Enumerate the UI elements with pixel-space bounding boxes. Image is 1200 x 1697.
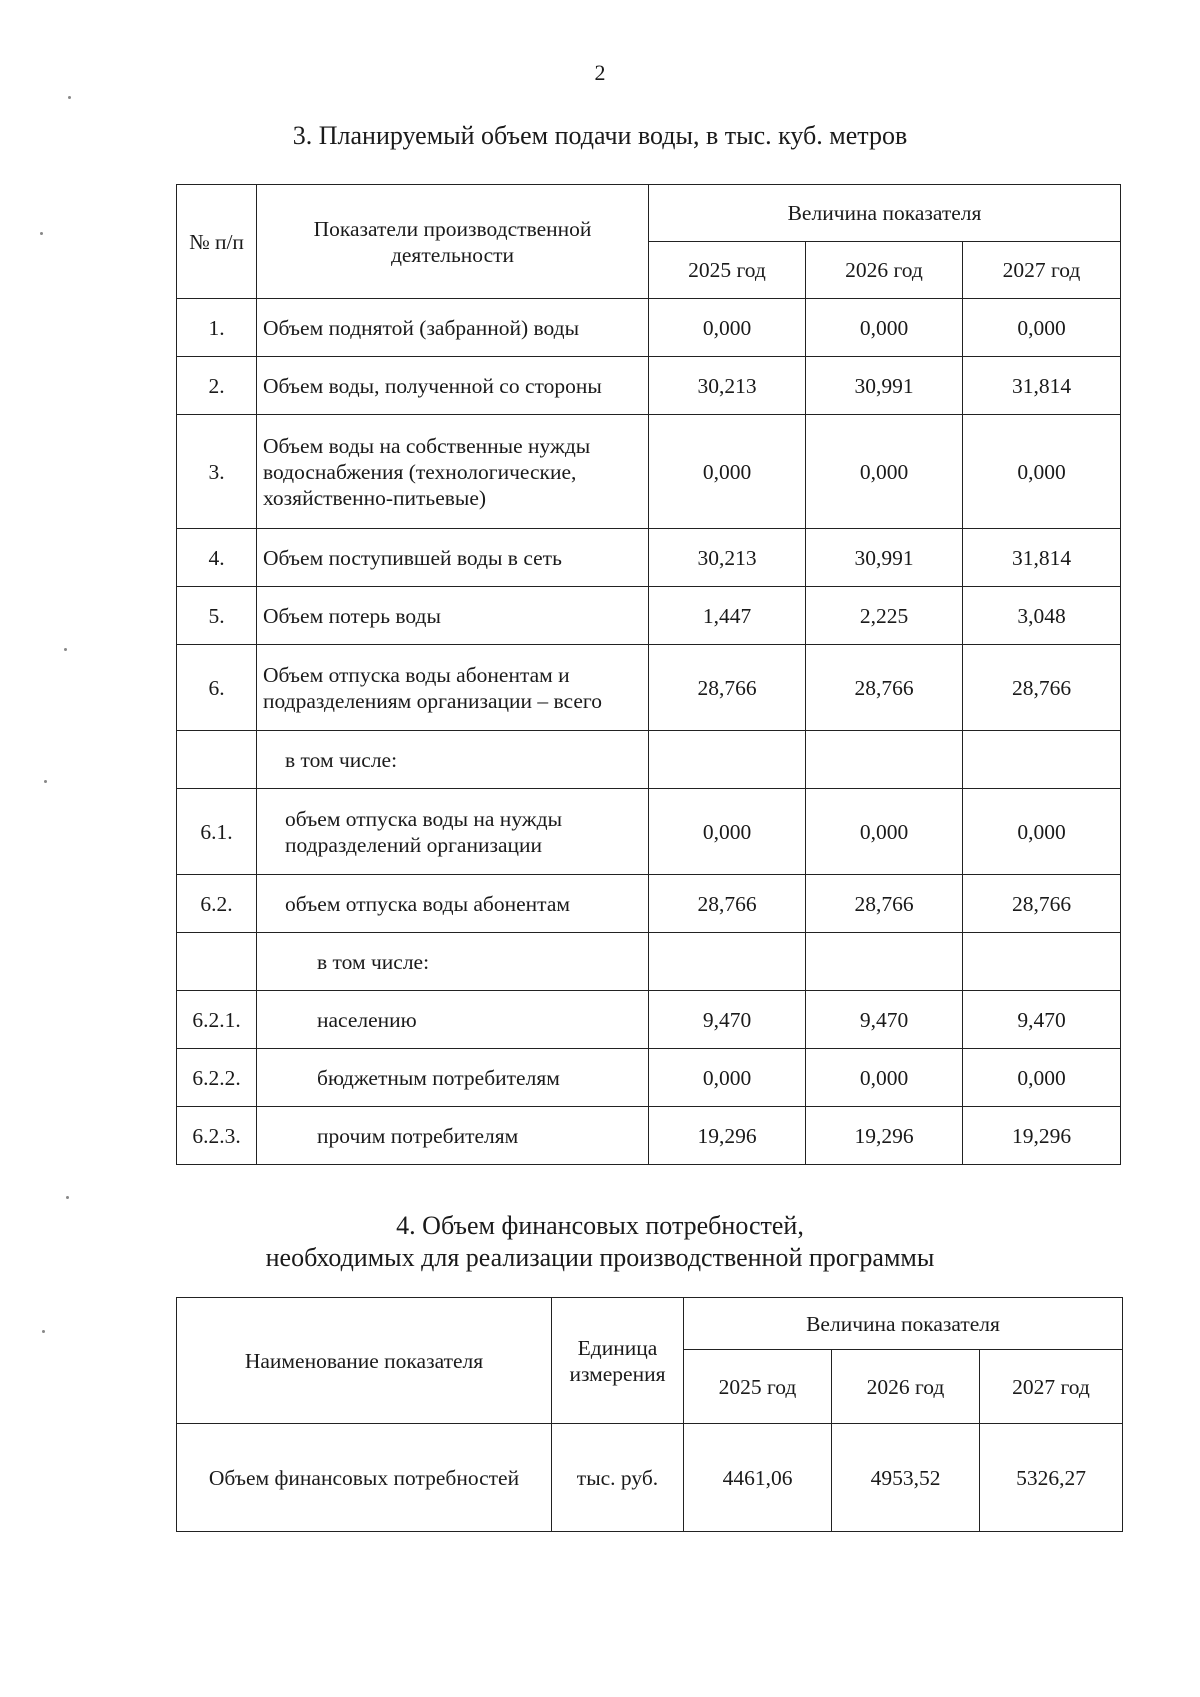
row-value-2027: 0,000	[963, 1049, 1121, 1107]
row-value-2025: 9,470	[649, 991, 806, 1049]
table-row	[177, 991, 1121, 1049]
table-row	[177, 587, 1121, 645]
table-row	[177, 1424, 1123, 1532]
table-row	[177, 789, 1121, 875]
row-value-2027	[963, 731, 1121, 789]
table-row	[177, 415, 1121, 529]
scan-speck	[42, 1330, 45, 1333]
row-label: Объем отпуска воды абонентам и подразделениям организации – всего	[257, 645, 649, 731]
row-value-2026	[806, 731, 963, 789]
row-label: Объем финансовых потребностей	[177, 1424, 552, 1532]
row-value-2026: 28,766	[806, 875, 963, 933]
table-row	[177, 1107, 1121, 1165]
scan-speck	[40, 232, 43, 235]
section-3-title: 3. Планируемый объем подачи воды, в тыс. куб. метров	[292, 121, 908, 150]
row-value-2025: 28,766	[649, 645, 806, 731]
row-number: 4.	[177, 529, 257, 587]
column-header-year: 2026 год	[832, 1350, 980, 1424]
row-value-2026: 30,991	[806, 357, 963, 415]
table-header-row	[177, 185, 1121, 242]
column-header-name: Наименование показателя	[177, 1298, 552, 1424]
row-number: 6.1.	[177, 789, 257, 875]
row-value-2027: 28,766	[963, 875, 1121, 933]
row-value-2026: 9,470	[806, 991, 963, 1049]
row-value-2027: 9,470	[963, 991, 1121, 1049]
row-number: 1.	[177, 299, 257, 357]
row-value-2026: 19,296	[806, 1107, 963, 1165]
row-value-2027: 0,000	[963, 789, 1121, 875]
row-value-2026: 4953,52	[832, 1424, 980, 1532]
column-header-value-group: Величина показателя	[684, 1298, 1123, 1350]
scan-speck	[64, 648, 67, 651]
row-value-2025: 0,000	[649, 789, 806, 875]
row-value-2025: 0,000	[649, 299, 806, 357]
row-value-2025	[649, 731, 806, 789]
row-number	[177, 933, 257, 991]
column-header-indicator: Показатели производственной деятельности	[257, 185, 649, 299]
row-label: объем отпуска воды на нужды подразделений организации	[257, 789, 649, 875]
scan-speck	[68, 96, 71, 99]
row-label: в том числе:	[257, 731, 649, 789]
section-4-title	[0, 1210, 1200, 1274]
row-value-2025	[649, 933, 806, 991]
row-value-2027: 28,766	[963, 645, 1121, 731]
row-value-2026: 0,000	[806, 415, 963, 529]
column-header-year: 2027 год	[963, 242, 1121, 299]
row-number: 5.	[177, 587, 257, 645]
page-number: 2	[594, 60, 606, 85]
row-value-2027	[963, 933, 1121, 991]
row-number: 3.	[177, 415, 257, 529]
section-4-title-line1: 4. Объем финансовых потребностей,	[396, 1211, 804, 1240]
row-number: 6.2.3.	[177, 1107, 257, 1165]
row-value-2027: 3,048	[963, 587, 1121, 645]
row-label: Объем потерь воды	[257, 587, 649, 645]
table-row	[177, 357, 1121, 415]
financial-needs-table	[176, 1297, 1123, 1532]
row-value-2027: 19,296	[963, 1107, 1121, 1165]
row-value-2027: 31,814	[963, 529, 1121, 587]
row-unit: тыс. руб.	[552, 1424, 684, 1532]
column-header-year: 2027 год	[980, 1350, 1123, 1424]
row-label: Объем поднятой (забранной) воды	[257, 299, 649, 357]
column-header-year: 2026 год	[806, 242, 963, 299]
table-row	[177, 529, 1121, 587]
table-header-row	[177, 1298, 1123, 1350]
row-label: в том числе:	[257, 933, 649, 991]
table-row	[177, 1049, 1121, 1107]
row-value-2025: 1,447	[649, 587, 806, 645]
table-row	[177, 731, 1121, 789]
scan-speck	[44, 780, 47, 783]
row-label: Объем поступившей воды в сеть	[257, 529, 649, 587]
row-label: бюджетным потребителям	[257, 1049, 649, 1107]
row-number: 6.	[177, 645, 257, 731]
row-label: объем отпуска воды абонентам	[257, 875, 649, 933]
table-row	[177, 299, 1121, 357]
column-header-num: № п/п	[177, 185, 257, 299]
row-value-2027: 0,000	[963, 299, 1121, 357]
row-value-2026	[806, 933, 963, 991]
row-value-2027: 5326,27	[980, 1424, 1123, 1532]
row-value-2025: 4461,06	[684, 1424, 832, 1532]
row-label: прочим потребителям	[257, 1107, 649, 1165]
row-value-2026: 0,000	[806, 1049, 963, 1107]
row-number: 6.2.	[177, 875, 257, 933]
row-value-2026: 0,000	[806, 299, 963, 357]
row-value-2026: 2,225	[806, 587, 963, 645]
row-label: населению	[257, 991, 649, 1049]
row-number: 6.2.2.	[177, 1049, 257, 1107]
row-value-2025: 30,213	[649, 357, 806, 415]
row-number	[177, 731, 257, 789]
section-4-title-line2: необходимых для реализации производственной программы	[265, 1243, 935, 1272]
row-value-2027: 0,000	[963, 415, 1121, 529]
table-row	[177, 875, 1121, 933]
row-number: 6.2.1.	[177, 991, 257, 1049]
row-number: 2.	[177, 357, 257, 415]
row-value-2026: 28,766	[806, 645, 963, 731]
row-label: Объем воды, полученной со стороны	[257, 357, 649, 415]
table-row	[177, 933, 1121, 991]
row-value-2027: 31,814	[963, 357, 1121, 415]
row-value-2025: 30,213	[649, 529, 806, 587]
row-value-2025: 28,766	[649, 875, 806, 933]
row-value-2026: 30,991	[806, 529, 963, 587]
column-header-year: 2025 год	[649, 242, 806, 299]
column-header-value-group: Величина показателя	[649, 185, 1121, 242]
row-value-2025: 0,000	[649, 1049, 806, 1107]
table-row	[177, 645, 1121, 731]
row-label: Объем воды на собственные нужды водоснабжения (технологические, хозяйственно-питьевые)	[257, 415, 649, 529]
row-value-2025: 19,296	[649, 1107, 806, 1165]
column-header-year: 2025 год	[684, 1350, 832, 1424]
water-supply-table	[176, 184, 1121, 1165]
row-value-2025: 0,000	[649, 415, 806, 529]
scan-speck	[66, 1196, 69, 1199]
column-header-unit: Единица измерения	[552, 1298, 684, 1424]
row-value-2026: 0,000	[806, 789, 963, 875]
